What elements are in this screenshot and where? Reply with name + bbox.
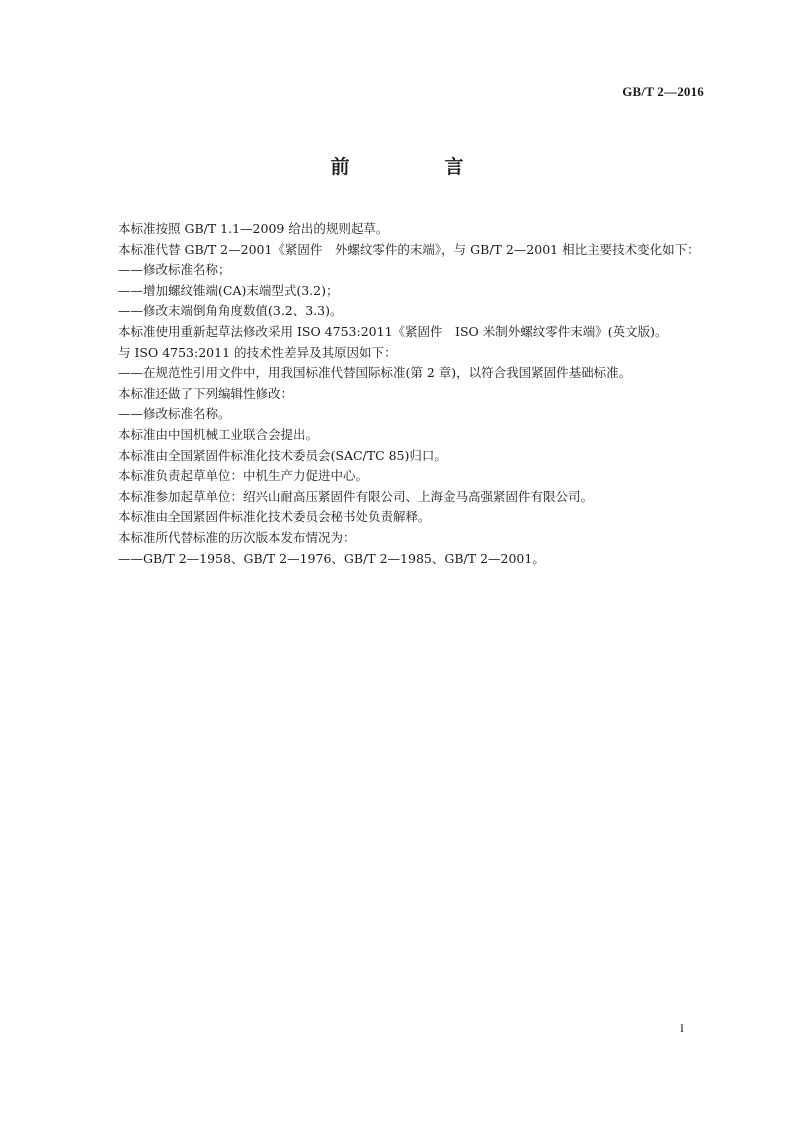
standard-code: GB/T 2—2016 (622, 84, 704, 99)
paragraph-replaces: 本标准代替 GB/T 2—2001《紧固件 外螺纹零件的末端》，与 GB/T 2—2001 相比主要技术变化如下： (118, 241, 700, 257)
foreword-body (90, 219, 706, 569)
paragraph-iso-adoption: 本标准使用重新起草法修改采用 ISO 4753:2011《紧固件 ISO 米制外螺纹零件末端》(英文版)。 (118, 323, 668, 339)
list-item-difference-1: ——在规范性引用文件中，用我国标准代替国际标准(第 2 章)，以符合我国紧固件基础标准。 (118, 365, 632, 381)
list-item-change-1: ——修改标准名称； (118, 262, 231, 278)
paragraph-drafting-rules: 本标准按照 GB/T 1.1—2009 给出的规则起草。 (118, 221, 389, 236)
page-title: 前 言 (330, 156, 502, 178)
paragraph-previous-editions: 本标准所代替标准的历次版本发布情况为： (118, 529, 356, 545)
list-item-change-3: ——修改末端倒角角度数值(3.2、3.3)。 (118, 303, 343, 319)
paragraph-under-jurisdiction: 本标准由全国紧固件标准化技术委员会(SAC/TC 85)归口。 (118, 447, 447, 463)
page-number: I (680, 1021, 684, 1035)
list-item-change-2: ——增加螺纹锥端(CA)末端型式(3.2)； (118, 282, 339, 298)
paragraph-proposed-by: 本标准由中国机械工业联合会提出。 (118, 426, 319, 442)
paragraph-interpretation: 本标准由全国紧固件标准化技术委员会秘书处负责解释。 (118, 509, 431, 525)
paragraph-main-drafter: 本标准负责起草单位：中机生产力促进中心。 (118, 468, 369, 484)
paragraph-editorial-changes: 本标准还做了下列编辑性修改： (118, 385, 294, 401)
list-item-previous-editions: ——GB/T 2—1958、GB/T 2—1976、GB/T 2—1985、GB/T 2—2001。 (118, 550, 545, 566)
paragraph-technical-differences: 与 ISO 4753:2011 的技术性差异及其原因如下： (118, 344, 397, 360)
list-item-editorial-1: ——修改标准名称。 (118, 406, 231, 422)
paragraph-participating-drafters: 本标准参加起草单位：绍兴山耐高压紧固件有限公司、上海金马高强紧固件有限公司。 (118, 488, 594, 504)
